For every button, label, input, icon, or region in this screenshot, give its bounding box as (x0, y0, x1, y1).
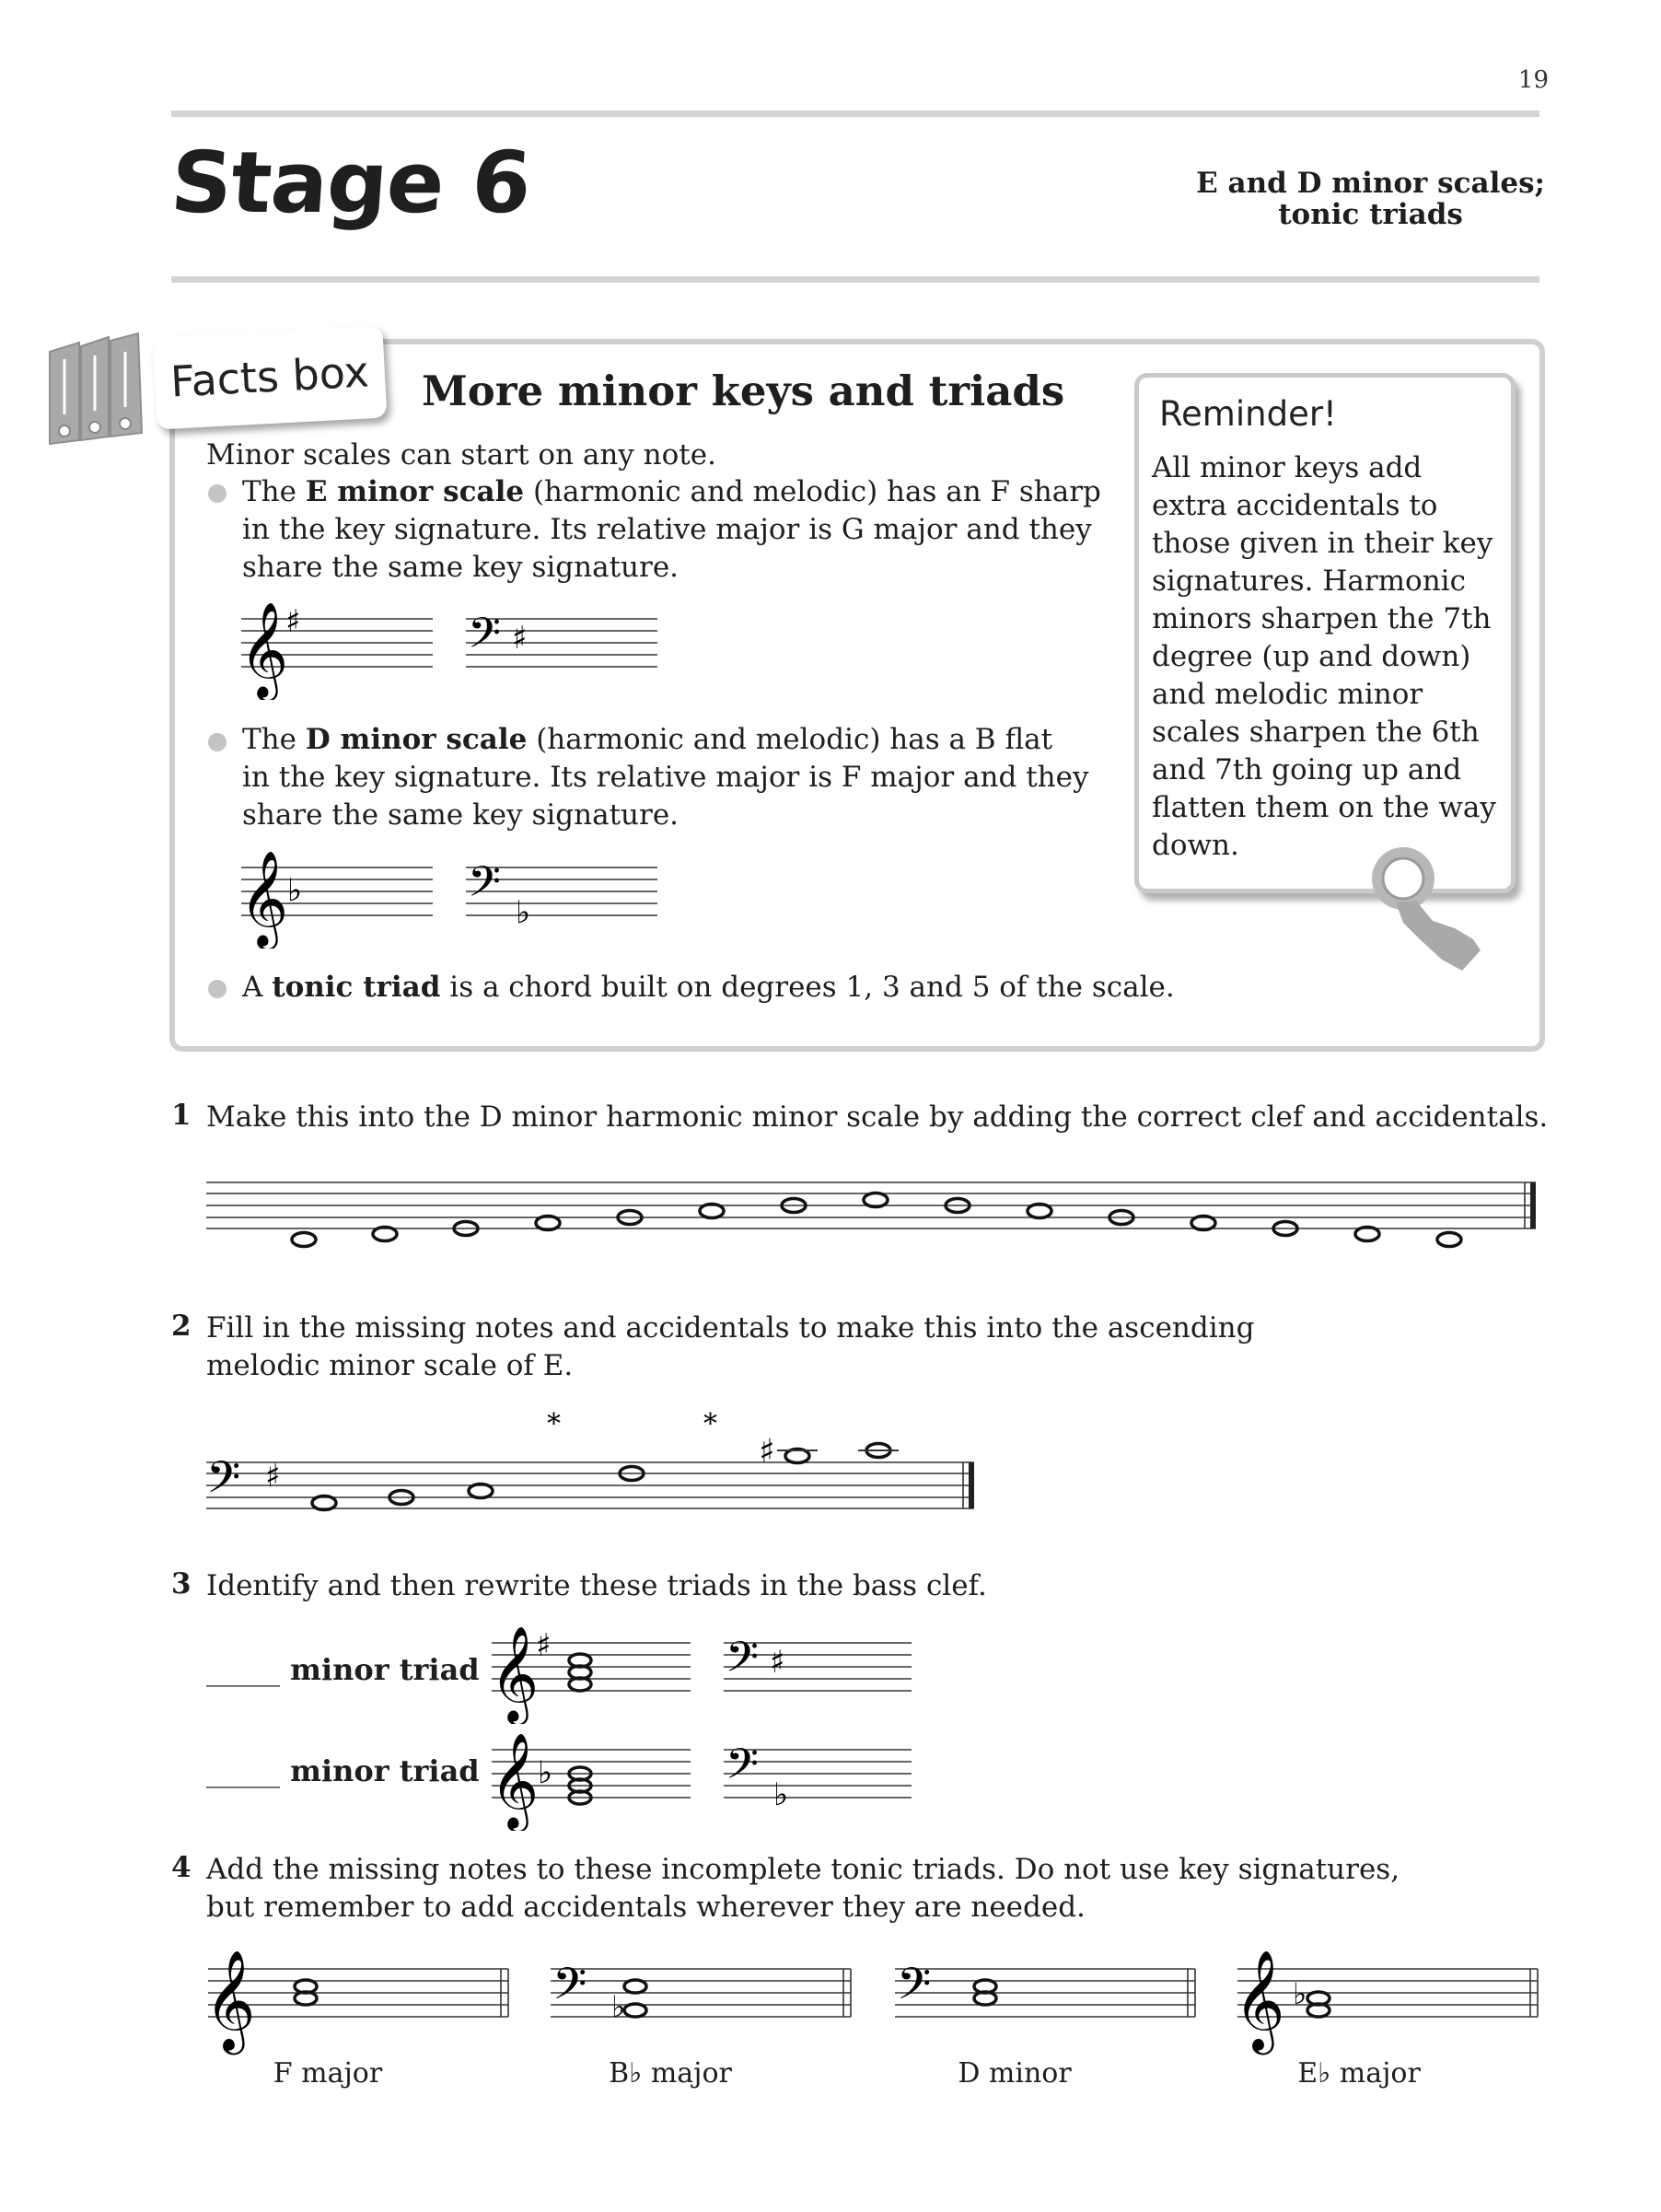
flat-icon: ♭ (538, 1754, 553, 1791)
flat-icon: ♭ (611, 1989, 626, 2024)
answer-blank: _____ (206, 1652, 280, 1687)
magnifier-hand-icon (1359, 840, 1497, 978)
b-flat-major-partial-notes (624, 1980, 646, 2017)
question-4-text: Add the missing notes to these incomplete tonic triads. Do not use key signatures, but remember to add accidentals wherever they are needed. (206, 1853, 1400, 1924)
bullet-1-text: The E minor scale (harmonic and melodic) has an F sharp in the key signature. Its relative major is G major and they share the same key signature. (242, 475, 1101, 584)
reminder-text: All minor keys add extra accidentals to those given in their key signatures. Harmonic minors sharpen the 7th degree (up and down) and melodic minor scales sharpen the 6th and 7th going up and flatten them on the way down. (1152, 451, 1496, 862)
flat-icon: ♭ (287, 872, 303, 909)
question-1-text: Make this into the D minor harmonic minor scale by adding the correct clef and accidentals. (206, 1100, 1549, 1134)
e-minor-triad-notes (569, 1654, 591, 1691)
answer-blank: _____ (206, 1753, 280, 1788)
missing-note-asterisk: * (703, 1408, 717, 1440)
key-label-b-flat-major: B♭ major (609, 2057, 732, 2090)
flat-icon: ♭ (773, 1776, 789, 1813)
q1-notes (292, 1193, 1461, 1247)
sharp-icon: ♯ (759, 1433, 775, 1471)
missing-note-asterisk: * (547, 1408, 561, 1440)
question-4-number: 4 (171, 1851, 192, 1884)
facts-box-tag (153, 326, 388, 430)
flat-icon: ♭ (516, 894, 531, 931)
question-1-staff (203, 1171, 1547, 1263)
bullet-2-text: The D minor scale (harmonic and melodic) has a B flat in the key signature. Its relative major is F major and they share the same key signature. (242, 723, 1089, 832)
stage-subtitle (1196, 168, 1545, 230)
e-flat-major-partial-notes (1307, 1992, 1330, 2017)
d-minor-partial-notes (974, 1980, 996, 2005)
treble-clef-icon: 𝄞 (239, 601, 289, 698)
bullet-dot (208, 980, 226, 998)
bullet-3-text: A tonic triad is a chord built on degrees 1, 3 and 5 of the scale. (242, 971, 1175, 1004)
bullet-dot (208, 733, 226, 751)
treble-clef-icon: 𝄞 (204, 1950, 256, 2051)
key-label-d-minor: D minor (958, 2057, 1072, 2090)
bass-clef-icon: 𝄢 (468, 609, 502, 669)
reminder-title: Reminder! (1159, 394, 1337, 434)
page-number: 19 (1517, 66, 1549, 94)
treble-clef-icon: 𝄞 (490, 1625, 540, 1722)
treble-clef-icon: 𝄞 (1234, 1950, 1285, 2051)
key-label-f-major: F major (273, 2057, 383, 2090)
question-4-staves (204, 1941, 1549, 2070)
subtitle-line-2: tonic triads (1278, 198, 1463, 231)
sharp-icon: ♯ (285, 603, 301, 640)
triad-row-1-staves (488, 1623, 921, 1724)
sharp-icon: ♯ (536, 1627, 552, 1664)
e-minor-scale-term: E minor scale (305, 475, 525, 508)
reminder-card (1134, 373, 1516, 893)
whole-note (1437, 1233, 1461, 1247)
binders-icon (46, 332, 147, 447)
e-minor-key-signatures (238, 599, 670, 700)
facts-intro: Minor scales can start on any note. (206, 438, 716, 472)
bass-clef-icon: 𝄢 (468, 857, 502, 917)
q2-notes (312, 1444, 899, 1510)
facts-heading: More minor keys and triads (422, 367, 1065, 415)
bullet-dot (208, 484, 226, 503)
question-2-staff (203, 1407, 985, 1536)
d-minor-scale-term: D minor scale (305, 723, 528, 756)
bass-clef-icon: 𝄢 (552, 1958, 587, 2020)
key-label-e-flat-major: E♭ major (1297, 2057, 1421, 2090)
header-top-rule (171, 111, 1539, 117)
treble-clef-icon: 𝄞 (490, 1732, 540, 1829)
d-minor-key-signatures (238, 847, 670, 949)
triad-row-2-label: _____ minor triad (206, 1753, 480, 1788)
whole-note (292, 1233, 316, 1247)
question-3-number: 3 (171, 1567, 192, 1601)
flat-icon: ♭ (1293, 1976, 1307, 2011)
f-major-partial-notes (295, 1980, 317, 2005)
bass-clef-icon: 𝄢 (897, 1958, 932, 2020)
sharp-icon: ♯ (265, 1458, 281, 1495)
bass-clef-icon: 𝄢 (726, 1740, 760, 1799)
sharp-icon: ♯ (770, 1644, 785, 1681)
treble-clef-icon: 𝄞 (239, 850, 289, 947)
bass-clef-icon: 𝄢 (726, 1633, 760, 1693)
tonic-triad-term: tonic triad (272, 971, 441, 1004)
triad-row-1-label: _____ minor triad (206, 1652, 480, 1687)
subtitle-line-1: E and D minor scales; (1196, 167, 1545, 200)
question-2-text: Fill in the missing notes and accidentals to make this into the ascending melodic minor scale of E. (206, 1311, 1255, 1382)
facts-box-tag-label: Facts box (168, 346, 370, 407)
sharp-icon: ♯ (512, 620, 528, 657)
triad-row-2-staves (488, 1729, 921, 1831)
question-1-number: 1 (171, 1099, 192, 1132)
stage-title: Stage 6 (168, 134, 534, 232)
question-3-text: Identify and then rewrite these triads in the bass clef. (206, 1569, 987, 1602)
bass-clef-icon: 𝄢 (206, 1451, 241, 1514)
header-bottom-rule (171, 276, 1539, 283)
question-2-number: 2 (171, 1310, 192, 1343)
